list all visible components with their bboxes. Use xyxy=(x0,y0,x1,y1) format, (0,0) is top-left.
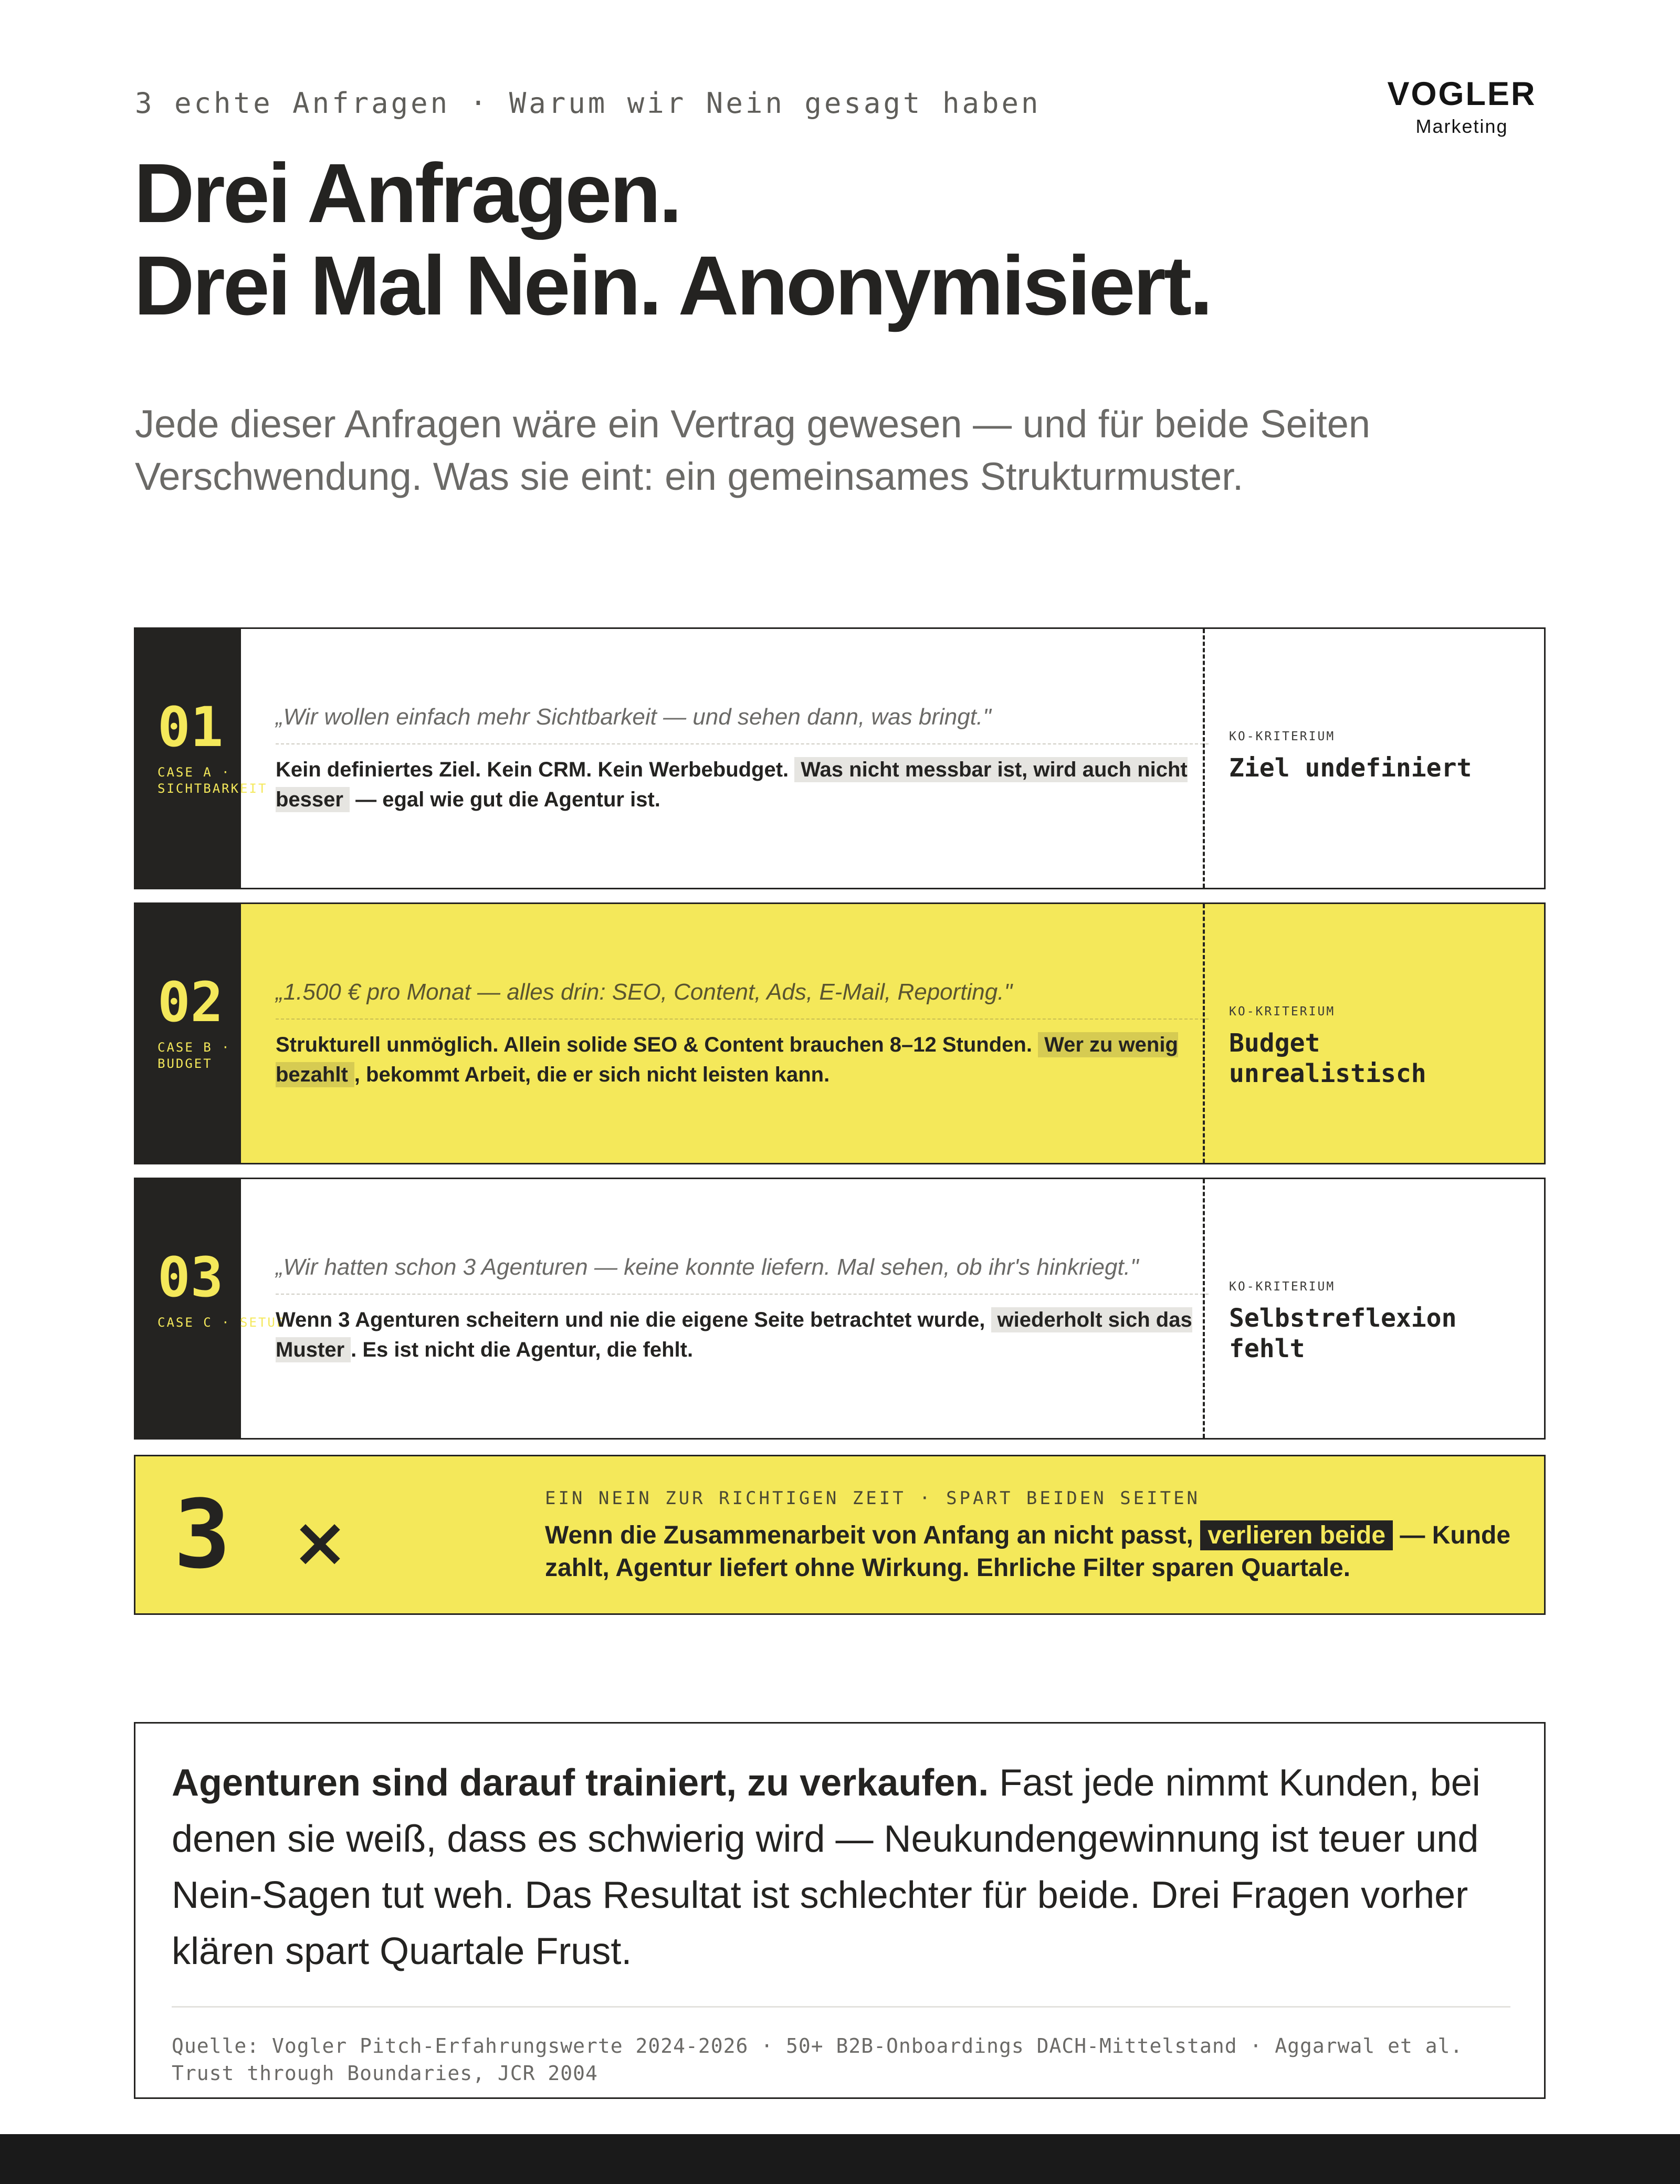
conclusion-lead: Agenturen sind darauf trainiert, zu verkaufen. xyxy=(172,1762,989,1804)
page-subtitle: Jede dieser Anfragen wäre ein Vertrag gewesen — und für beide Seiten Verschwendung. Was sie eint: ein gemeinsames Strukturmuster. xyxy=(135,402,1371,498)
case-quote: „Wir hatten schon 3 Agenturen — keine konnte liefern. Mal sehen, ob ihr's hinkriegt." xyxy=(276,1253,1209,1295)
explanation-text: Wenn 3 Agenturen scheitern und nie die eigene Seite betrachtet wurde, xyxy=(276,1308,991,1331)
page-title xyxy=(134,147,1551,332)
case-quote: „1.500 € pro Monat — alles drin: SEO, Content, Ads, E-Mail, Reporting." xyxy=(276,978,1209,1020)
summary-text-end: — Kunde zahlt, Agentur liefert ohne Wirkung. Ehrliche Filter sparen Quartale. xyxy=(545,1521,1511,1582)
case-card-b xyxy=(134,902,1546,1164)
footer-bar xyxy=(0,2134,1680,2184)
conclusion-text xyxy=(172,1755,1516,1980)
ko-label: KO-KRITERIUM xyxy=(1229,1005,1336,1018)
ko-value: Ziel undefiniert xyxy=(1229,753,1472,783)
case-card-a xyxy=(134,627,1546,889)
summary-highlight: verlieren beide xyxy=(1200,1520,1393,1550)
brand-logo xyxy=(1380,78,1544,136)
ko-label: KO-KRITERIUM xyxy=(1229,730,1336,743)
ko-criterion xyxy=(1203,629,1544,888)
case-body xyxy=(276,904,1209,1163)
divider xyxy=(172,2006,1510,2008)
explanation-text-end: — egal wie gut die Agentur ist. xyxy=(349,788,660,811)
ko-value: Budget unrealistisch xyxy=(1229,1028,1426,1088)
summary-count: 3 xyxy=(174,1480,231,1590)
case-number: 01 xyxy=(158,695,224,759)
source-citation: Quelle: Vogler Pitch-Erfahrungswerte 2024-2026 · 50+ B2B-Onboardings DACH-Mittelstand · Aggarwal et al. Trust through Boundaries, JCR 2004 xyxy=(172,2034,1463,2085)
explanation-text: Kein definiertes Ziel. Kein CRM. Kein Werbebudget. xyxy=(276,758,795,781)
case-explanation xyxy=(276,1030,1209,1090)
explanation-text-end: . Es ist nicht die Agentur, die fehlt. xyxy=(351,1338,694,1361)
case-number: 03 xyxy=(158,1245,224,1309)
explanation-highlight: Wer zu wenig bezahlt xyxy=(276,1033,1178,1086)
case-body xyxy=(276,629,1209,888)
case-card-c xyxy=(134,1178,1546,1440)
case-explanation xyxy=(276,1305,1209,1365)
explanation-highlight: Was nicht messbar ist, wird auch nicht besser xyxy=(276,758,1188,811)
case-tag: CASE A · SICHTBARKEIT xyxy=(158,765,268,796)
explanation-text-end: , bekommt Arbeit, die er sich nicht leisten kann. xyxy=(354,1063,830,1086)
case-number-block xyxy=(135,1179,286,1438)
logo-wordmark: VOGLER xyxy=(1387,76,1537,112)
conclusion-body: Fast jede nimmt Kunden, bei denen sie weiß, dass es schwierig wird — Neukundengewinnung ist teuer und Nein-Sagen tut weh. Das Resultat ist schlechter für beide. Drei Fragen vorher klären spart Quartale Frust. xyxy=(172,1762,1480,1972)
explanation-text: Strukturell unmöglich. Allein solide SEO & Content brauchen 8–12 Stunden. xyxy=(276,1033,1038,1056)
summary-text-start: Wenn die Zusammenarbeit von Anfang an nicht passt, xyxy=(545,1521,1201,1549)
case-number-block xyxy=(135,904,241,1163)
title-line-1: Drei Anfragen. xyxy=(134,146,680,240)
ko-value: Selbstreflexion fehlt xyxy=(1229,1304,1457,1363)
summary-text xyxy=(545,1519,1532,1584)
case-explanation xyxy=(276,755,1209,815)
case-number-block xyxy=(135,629,268,888)
ko-criterion xyxy=(1203,1179,1544,1438)
summary-banner xyxy=(134,1455,1546,1615)
ko-criterion xyxy=(1203,904,1544,1163)
explanation-highlight: wiederholt sich das Muster xyxy=(276,1308,1192,1361)
case-quote: „Wir wollen einfach mehr Sichtbarkeit — und sehen dann, was bringt." xyxy=(276,702,1209,744)
case-number: 02 xyxy=(158,970,224,1034)
summary-kicker: EIN NEIN ZUR RICHTIGEN ZEIT · SPART BEIDEN SEITEN xyxy=(545,1488,1201,1509)
case-body xyxy=(276,1179,1209,1438)
logo-subline: Marketing xyxy=(1415,116,1508,137)
case-tag: CASE C · SETUP xyxy=(158,1315,286,1330)
title-line-2: Drei Mal Nein. Anonymisiert. xyxy=(134,238,1211,332)
conclusion-box xyxy=(134,1722,1546,2099)
page-kicker: 3 echte Anfragen · Warum wir Nein gesagt haben xyxy=(135,87,1041,120)
ko-label: KO-KRITERIUM xyxy=(1229,1280,1336,1294)
multiply-icon: × xyxy=(291,1502,349,1582)
case-tag: CASE B · BUDGET xyxy=(158,1040,231,1071)
